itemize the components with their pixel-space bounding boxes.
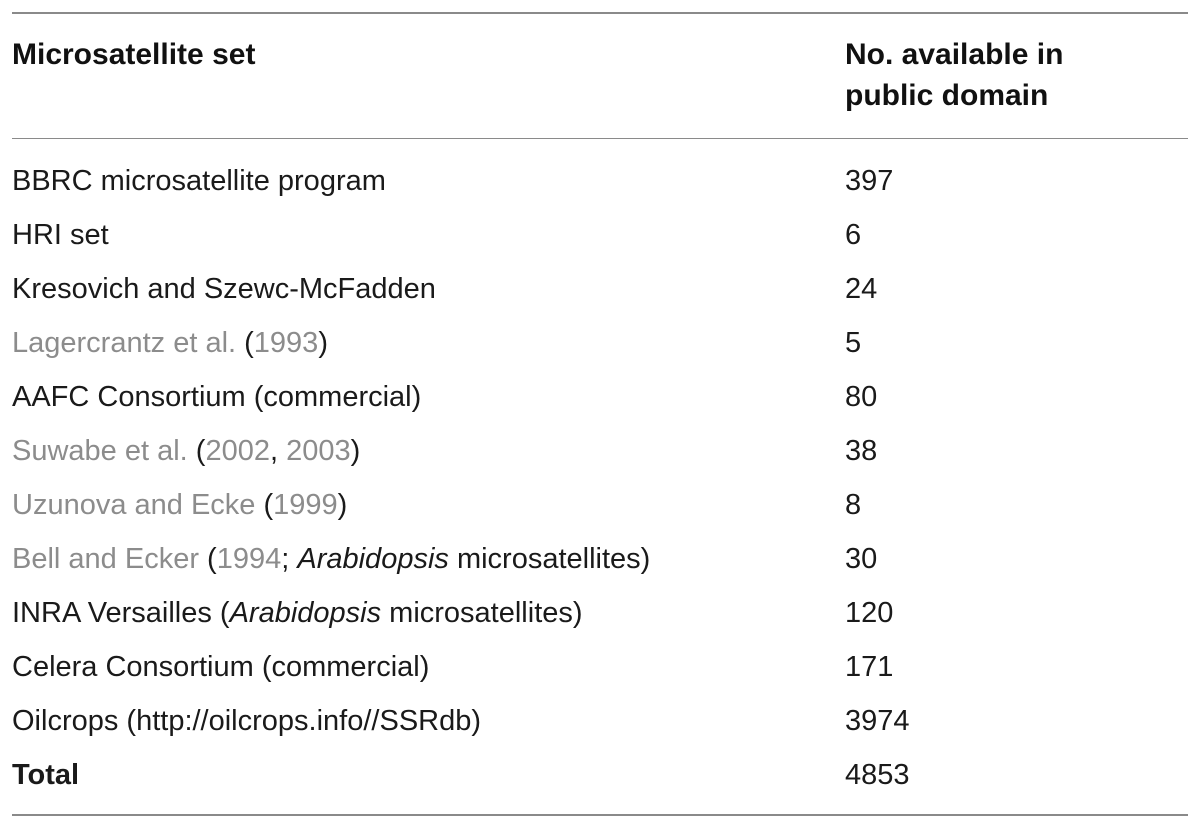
- table-row: [0, 154, 1200, 208]
- cell-text: BBRC microsatellite program: [12, 165, 386, 197]
- microsatellite-set-cell: [12, 208, 109, 262]
- cell-text: ): [337, 489, 348, 521]
- cell-text: AAFC Consortium (commercial): [12, 381, 422, 413]
- cell-text: Arabidopsis: [229, 597, 382, 629]
- table-top-rule: [12, 12, 1188, 14]
- header-divider-rule: [12, 138, 1188, 139]
- microsatellite-set-cell: [12, 316, 328, 370]
- table-row: [0, 370, 1200, 424]
- column-header-label-line1: No. available in: [845, 38, 1064, 71]
- microsatellite-set-cell: [12, 532, 650, 586]
- cell-text: microsatellites): [381, 597, 583, 629]
- count-cell: 171: [845, 651, 894, 683]
- table-row: [0, 694, 1200, 748]
- count-cell: 4853: [845, 759, 910, 791]
- microsatellite-set-cell: [12, 694, 481, 748]
- cell-text: Celera Consortium (commercial): [12, 651, 430, 683]
- table-row: [0, 478, 1200, 532]
- count-cell: 24: [845, 273, 878, 305]
- citation-link-text[interactable]: 1993: [253, 327, 319, 359]
- cell-text: Total: [12, 759, 80, 791]
- microsatellite-set-cell: [12, 154, 386, 208]
- table-row: [0, 586, 1200, 640]
- cell-text: HRI set: [12, 219, 109, 251]
- citation-link-text[interactable]: 1999: [273, 489, 338, 521]
- count-cell: 5: [845, 327, 862, 359]
- cell-text: (: [199, 543, 217, 575]
- citation-link-text[interactable]: Uzunova and Ecke: [12, 489, 256, 521]
- count-cell: 30: [845, 543, 878, 575]
- count-cell: 120: [845, 597, 894, 629]
- table-row: [0, 208, 1200, 262]
- count-cell: 8: [845, 489, 862, 521]
- count-cell: 397: [845, 165, 894, 197]
- microsatellite-set-cell: [12, 262, 436, 316]
- table-bottom-rule: [12, 814, 1188, 816]
- count-cell: 6: [845, 219, 862, 251]
- column-header-label-line2: public domain: [845, 79, 1049, 112]
- column-header-label: Microsatellite set: [12, 38, 256, 71]
- cell-text: ,: [269, 435, 287, 467]
- cell-text: Arabidopsis: [297, 543, 449, 575]
- microsatellite-set-cell: [12, 424, 360, 478]
- count-cell: 3974: [845, 705, 910, 737]
- microsatellite-set-cell: [12, 586, 583, 640]
- citation-link-text[interactable]: 2002: [205, 435, 270, 467]
- citation-link-text[interactable]: Suwabe et al.: [12, 435, 188, 467]
- cell-text: INRA Versailles (: [12, 597, 230, 629]
- table-row: [0, 424, 1200, 478]
- count-cell: 38: [845, 435, 878, 467]
- cell-text: (: [236, 327, 254, 359]
- column-header-microsatellite-set: [12, 34, 255, 75]
- cell-text: ;: [281, 543, 298, 575]
- citation-link-text[interactable]: 2003: [286, 435, 351, 467]
- table-row: [0, 748, 1200, 802]
- microsatellite-set-cell: [12, 370, 421, 424]
- cell-text: (: [187, 435, 206, 467]
- count-cell: 80: [845, 381, 878, 413]
- column-header-count: [845, 34, 1165, 116]
- citation-link-text[interactable]: 1994: [216, 543, 282, 575]
- table-row: [0, 532, 1200, 586]
- cell-text: Kresovich and Szewc-McFadden: [12, 273, 436, 305]
- microsatellite-set-cell: [12, 748, 79, 802]
- cell-text: microsatellites): [448, 543, 651, 575]
- citation-link-text[interactable]: Bell and Ecker: [12, 543, 199, 575]
- cell-text: ): [318, 327, 328, 359]
- cell-text: ): [350, 435, 361, 467]
- cell-text: Oilcrops (http://oilcrops.info//SSRdb): [12, 705, 482, 737]
- microsatellite-set-cell: [12, 640, 429, 694]
- table-row: [0, 316, 1200, 370]
- citation-link-text[interactable]: Lagercrantz et al.: [12, 327, 237, 359]
- microsatellite-set-cell: [12, 478, 347, 532]
- table-row: [0, 262, 1200, 316]
- table-row: [0, 640, 1200, 694]
- cell-text: (: [255, 489, 274, 521]
